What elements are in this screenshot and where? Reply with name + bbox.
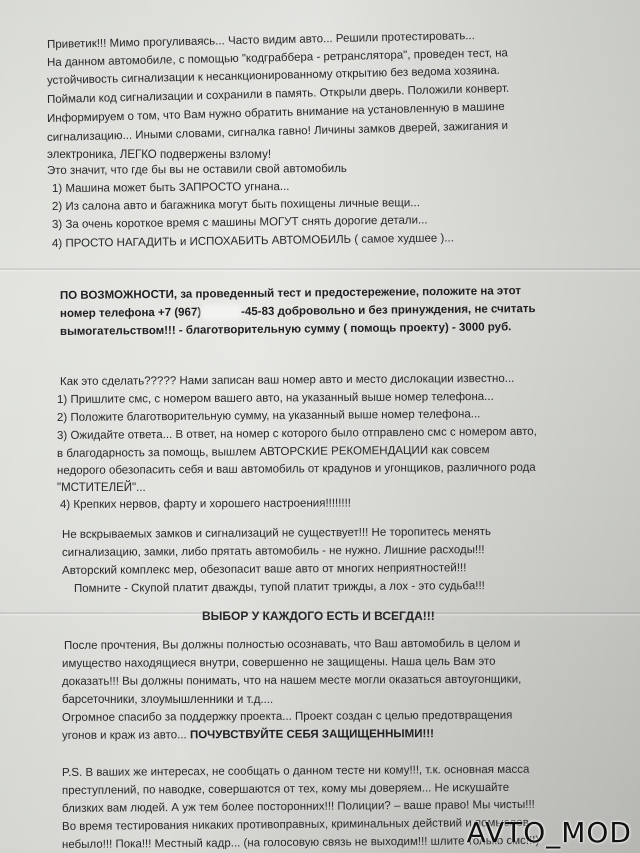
demand-phone-start: номер телефона +7 (967) [59,306,202,320]
text-line: Во время тестирования никаких противоправных, криминальных действий и помыслов [61,816,529,833]
watermark-text: AVTO_MOD [466,816,632,849]
text-line: P.S. В ваших же интересах, не сообщать о данном тесте ни кому!!!, т.к. основная масса [61,763,530,779]
text-line: близких вам людей. А уж тем более посторонних!!! Полиции? – ваше право! Мы чисты!!! [61,798,535,815]
text-line: Приветик!!! Мимо прогуливаясь... Часто видим авто... Решили протестировать... [46,30,476,51]
text-line: Как это сделать????? Нами записан ваш номер авто и место дислокации известно... [59,372,515,388]
text-line: электроника, ЛЕГКО подвержены взлому! [47,149,272,161]
text-line: устойчивость сигнализации к несанкционированному открытию без ведома хозяина. [46,64,500,87]
paper-fold [0,268,640,270]
text-line: барсеточники, злоумышленники и т.д.... [62,694,274,706]
list-item: 1) Пришлите смс, с номером вашего авто, на указанный выше номер телефона... [56,390,494,406]
redacted-blur [203,307,239,317]
text-line: доказать!!! Вы должны понимать, что на нашем месте могли оказаться автоугонщики, [61,673,522,688]
text-line: На данном автомобиле, с помощью "кодграббера - ретранслятора", проведен тест, на [46,47,509,69]
list-item: 4) Крепких нервов, фарту и хорошего настроения!!!!!!!! [59,497,352,511]
text-line: Авторский комплекс мер, обезопасит ваше авто от многих неприятностей!!! [61,562,467,577]
text-line: Помните - Скупой платит дважды, тупой платит трижды, а лох - это судьба!!! [73,580,485,595]
text-line: "МСТИТЕЛЕЙ"... [57,482,146,494]
demand-line: ПО ВОЗМОЖНОСТИ, за проведенный тест и предостережение, положите на этот [59,285,522,302]
text-line: Не вскрываемых замков и сигнализаций не существует!!! Не торопитесь менять [61,526,492,541]
demand-line: вымогательством!!! - благотворительную сумму ( помощь проекту) - 3000 руб. [59,321,512,338]
text-line: Это значит, что где бы вы не оставили свой автомобиль [46,162,347,177]
text-line: небыло!!! Пока!!! Местный кадр... (на голосовую связь не выходим!!! шлите только смс!!!) [61,834,540,851]
text-line: преступлений, по наводке, совершаются от тех, кому мы доверяем... Не искушайте [61,781,510,797]
demand-line [60,302,536,321]
text-line: сигнализацию... Иными словами, сигналка гавно! Личины замков дверей, зажигания и [46,119,509,144]
text-line: сигнализацию, замки, либо прятать автомобиль - не нужно. Лишние расходы!!! [61,544,485,559]
text-line: Информируем о том, что Вам нужно обратить внимание на установленную в машине [46,101,505,125]
text-line [62,727,434,743]
text-line: имущество находящиеся внутри, совершенно не защищены. Наша цель Вам это [61,655,496,670]
text-line: Огромное спасибо за поддержку проекта... Проект создан с целью предотвращения [61,709,513,724]
list-item: 3) Ожидайте ответа... В ответ, на номер с которого было отправлено смс с номером авто, [56,425,537,442]
text-segment: угонов и краж из авто... [61,729,190,742]
list-item: 1) Машина может быть ЗАПРОСТО угнана... [51,180,290,195]
text-line: в благодарность за помощь, вышлем АВТОРСКИЕ РЕКОМЕНДАЦИИ как совсем [56,444,490,460]
demand-phone-end: -45-83 добровольно и без принуждения, не считать [241,303,536,319]
list-item: 2) Положите благотворительную сумму, на указанный выше номер телефона... [56,408,481,424]
text-line: Поймали код сигнализации и сохранили в память. Открыли дверь. Положили конверт. [46,82,510,106]
headline: ВЫБОР У КАЖДОГО ЕСТЬ И ВСЕГДА!!! [202,609,435,623]
list-item: 3) За очень короткое время с машины МОГУТ снять дорогие детали... [51,214,428,231]
list-item: 2) Из салона авто и багажника могут быть похищены личные вещи... [51,197,420,213]
text-line: После прочтения, Вы должны полностью осознавать, что Ваш автомобиль в целом и [63,637,521,652]
text-line: недорого обезопасить себя и ваш автомобиль от крадунов и угонщиков, различного рода [56,461,536,477]
bold-slogan: ПОЧУВСТВУЙТЕ СЕБЯ ЗАЩИЩЕННЫМИ!!! [189,728,435,742]
list-item: 4) ПРОСТО НАГАДИТЬ и ИСПОХАБИТЬ АВТОМОБИЛЬ ( самое худшее )... [51,232,454,250]
